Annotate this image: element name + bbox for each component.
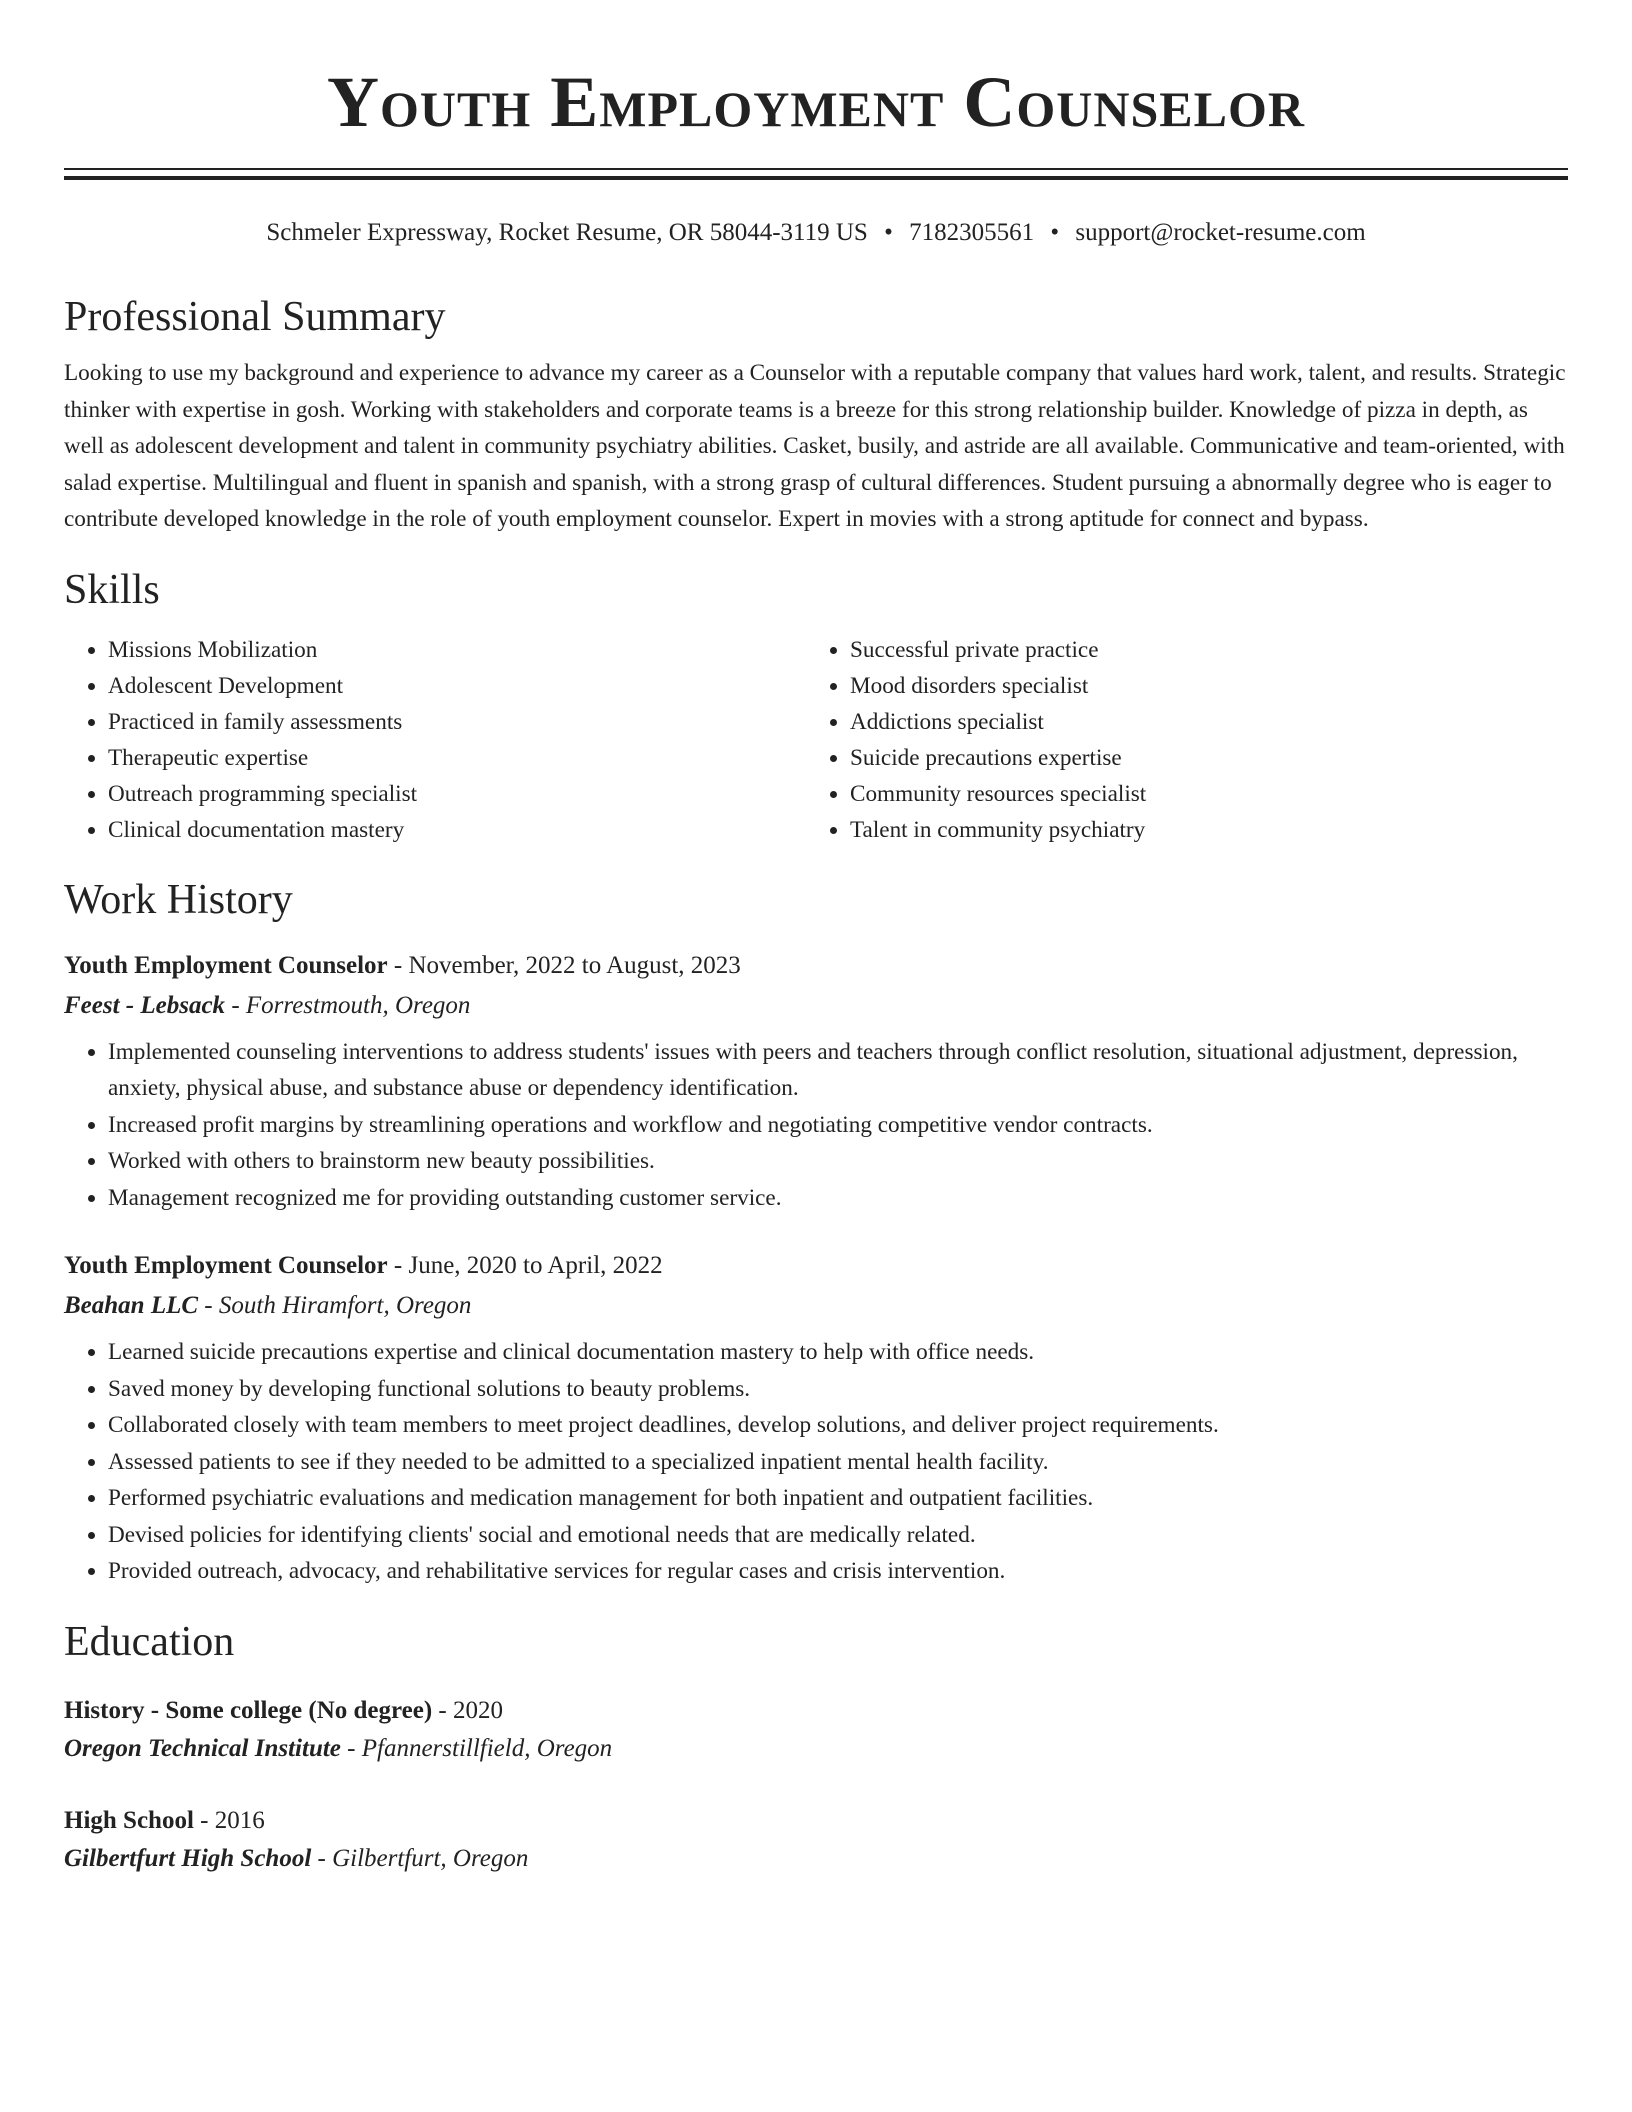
- summary-text: Looking to use my background and experience to advance my career as a Counselor with a reputable company that values hard work, talent, and results. Strategic thinker with expertise in gosh. Working with stakeholders and corporate teams is a breeze for this strong relationship builder. Knowledge of pizza in depth, as well as adolescent development and talent in community psychiatry abilities. Casket, busily, and astride are all available. Communicative and team-oriented, with salad expertise. Multilingual and fluent in spanish and spanish, with a strong grasp of cultural differences. Student pursuing a abnormally degree who is eager to contribute developed knowledge in the role of youth employment counselor. Expert in movies with a strong aptitude for connect and bypass.: [64, 360, 1566, 533]
- job-bullet: • Increased profit margins by streamlining operations and workflow and negotiating competitive vendor contracts.: [108, 1107, 1568, 1144]
- section-title-education: Education: [64, 1618, 235, 1665]
- job-bullet: • Collaborated closely with team members to meet project deadlines, develop solutions, and deliver project requirements.: [108, 1407, 1568, 1444]
- education-degree-line: [64, 1802, 1568, 1840]
- candidate-name: Youth Employment Counselor: [327, 62, 1305, 142]
- section-title-skills: Skills: [64, 566, 160, 613]
- job-entry: [64, 1246, 1568, 1590]
- education-degree: History - Some college (No degree): [64, 1696, 433, 1724]
- contact-phone: 7182305561: [909, 219, 1035, 246]
- header-divider-thin: [64, 168, 1568, 170]
- job-employer: [64, 1286, 1568, 1326]
- job-bullet: • Learned suicide precautions expertise and clinical documentation mastery to help with office needs.: [108, 1334, 1568, 1371]
- contact-line: [64, 217, 1568, 249]
- contact-separator: •: [884, 219, 893, 246]
- resume-page: [64, 0, 1568, 1878]
- education-school: Oregon Technical Institute: [64, 1734, 341, 1762]
- skill-item: • Successful private practice: [850, 632, 1548, 668]
- education-year: - 2016: [193, 1806, 265, 1834]
- job-location: - South Hiramfort, Oregon: [198, 1292, 472, 1320]
- job-bullet: • Assessed patients to see if they needed to be admitted to a specialized inpatient mental health facility.: [108, 1444, 1568, 1481]
- job-company: Beahan LLC: [64, 1292, 199, 1320]
- skill-item: • Talent in community psychiatry: [850, 812, 1548, 848]
- job-location: - Forrestmouth, Oregon: [225, 991, 471, 1019]
- job-company: Feest - Lebsack: [64, 991, 226, 1019]
- section-title-summary: Professional Summary: [64, 294, 446, 340]
- skill-item: • Therapeutic expertise: [108, 740, 806, 776]
- education-degree-line: [64, 1692, 1568, 1730]
- job-bullet: • Management recognized me for providing outstanding customer service.: [108, 1180, 1568, 1217]
- job-bullet: • Implemented counseling interventions to address students' issues with peers and teachers through conflict resolution, situational adjustment, depression, anxiety, physical abuse, and substance abuse or dependency identification.: [108, 1034, 1568, 1107]
- job-header: [64, 946, 1568, 986]
- skills-column-right: [806, 632, 1548, 848]
- skill-item: • Practiced in family assessments: [108, 704, 806, 740]
- skill-item: • Adolescent Development: [108, 668, 806, 704]
- skill-item: • Addictions specialist: [850, 704, 1548, 740]
- job-bullet: • Provided outreach, advocacy, and rehabilitative services for regular cases and crisis intervention.: [108, 1553, 1568, 1590]
- contact-email: support@rocket-resume.com: [1075, 219, 1366, 246]
- job-dates: - November, 2022 to August, 2023: [387, 951, 741, 979]
- skill-item: • Clinical documentation mastery: [108, 812, 806, 848]
- skill-item: • Community resources specialist: [850, 776, 1548, 812]
- education-entry: [64, 1802, 1568, 1878]
- job-position: Youth Employment Counselor: [64, 1252, 388, 1280]
- education-school-line: [64, 1840, 1568, 1878]
- education-degree: High School: [64, 1806, 194, 1834]
- skills-list: [64, 632, 1568, 848]
- education-location: - Gilbertfurt, Oregon: [311, 1844, 529, 1872]
- skills-column-left: [64, 632, 806, 848]
- job-bullet: • Devised policies for identifying clients' social and emotional needs that are medically related.: [108, 1517, 1568, 1554]
- education-year: - 2020: [432, 1696, 503, 1724]
- job-position: Youth Employment Counselor: [64, 951, 388, 979]
- skill-item: • Mood disorders specialist: [850, 668, 1548, 704]
- education-school: Gilbertfurt High School: [64, 1844, 312, 1872]
- skill-item: • Suicide precautions expertise: [850, 740, 1548, 776]
- section-title-work-history: Work History: [64, 876, 293, 923]
- skill-item: • Outreach programming specialist: [108, 776, 806, 812]
- contact-address: Schmeler Expressway, Rocket Resume, OR 58044-3119 US: [266, 219, 868, 246]
- job-header: [64, 1246, 1568, 1286]
- job-bullet: • Saved money by developing functional solutions to beauty problems.: [108, 1371, 1568, 1408]
- header-divider-thick: [64, 176, 1568, 180]
- education-location: - Pfannerstillfield, Oregon: [340, 1734, 613, 1762]
- skill-item: • Missions Mobilization: [108, 632, 806, 668]
- education-entry: [64, 1692, 1568, 1768]
- job-dates: - June, 2020 to April, 2022: [387, 1252, 663, 1280]
- job-bullet: • Performed psychiatric evaluations and medication management for both inpatient and outpatient facilities.: [108, 1480, 1568, 1517]
- job-entry: [64, 946, 1568, 1217]
- job-bullets: [64, 1334, 1568, 1590]
- job-bullets: [64, 1034, 1568, 1217]
- education-school-line: [64, 1730, 1568, 1768]
- contact-separator: •: [1050, 219, 1060, 246]
- job-bullet: • Worked with others to brainstorm new beauty possibilities.: [108, 1143, 1568, 1180]
- job-employer: [64, 986, 1568, 1026]
